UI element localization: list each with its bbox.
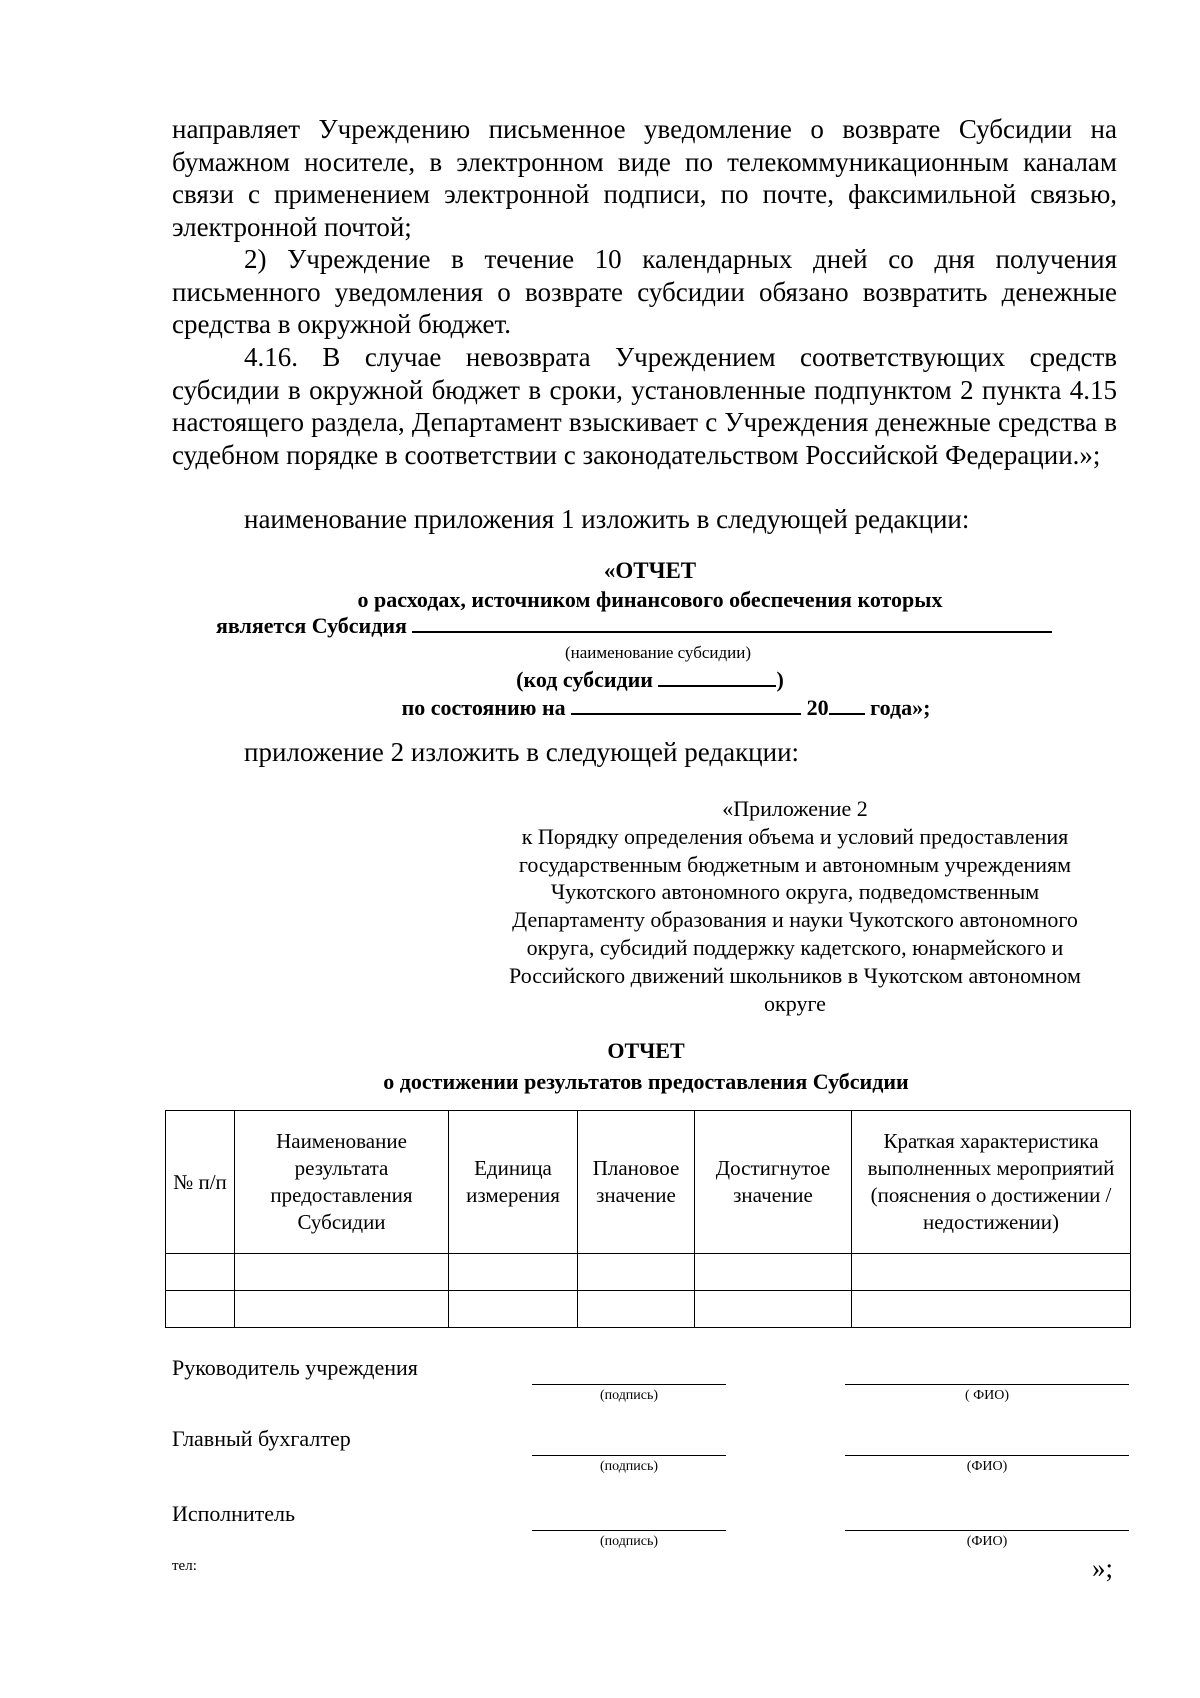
closing-quote: »; (1092, 1553, 1114, 1583)
appendix-header-line: Российского движений школьников в Чукотском автономном (509, 962, 1081, 988)
subsidy-name-blank (412, 613, 1052, 633)
appendix-2-intro: приложение 2 изложить в следующей редакции: (244, 737, 800, 767)
head-signature-line[interactable] (532, 1384, 726, 1385)
chief-accountant-label: Главный бухгалтер (172, 1426, 351, 1451)
report-one-year-prefix: 20 (806, 695, 829, 720)
appendix-header-line: округа, субсидий поддержку кадетского, юнармейского и (526, 934, 1064, 960)
table-row (166, 1254, 1131, 1291)
appendix-header-line: государственным бюджетным и автономным учреждениям (518, 851, 1072, 877)
column-header-planned: Плановое значение (578, 1111, 695, 1254)
appendix-header-line: Чукотского автономного округа, подведомственным (550, 879, 1040, 905)
table-cell[interactable] (166, 1291, 235, 1328)
head-name-line[interactable] (845, 1384, 1129, 1385)
table-cell[interactable] (449, 1254, 578, 1291)
appendix-header-line: округе (764, 990, 826, 1016)
accountant-name-caption: (ФИО) (966, 1459, 1008, 1474)
table-cell[interactable] (852, 1254, 1131, 1291)
report-one-code-row (50, 667, 1200, 693)
column-header-result-name: Наименование результата предоставления Субсидии (235, 1111, 449, 1254)
table-cell[interactable] (578, 1291, 695, 1328)
paragraph-4-16 (172, 341, 1117, 471)
report-year-blank (829, 695, 865, 715)
report-two-subtitle: о достижении результатов предоставления Субсидии (383, 1069, 909, 1094)
paragraph-return-obligation-text: 2) Учреждение в течение 10 календарных дней со дня получения письменного уведомления о возврате субсидии обязано возвратить денежные средства в окружной бюджет. (172, 244, 1117, 339)
table-header-row (166, 1111, 1131, 1254)
report-two-title: ОТЧЕТ (607, 1038, 685, 1063)
executor-signature-caption: (подпись) (599, 1534, 659, 1549)
paragraph-return-obligation (172, 243, 1117, 341)
report-one-year-suffix: года»; (870, 695, 931, 720)
report-one-code-close: ) (776, 667, 784, 692)
appendix-header-line: к Порядку определения объема и условий предоставления (521, 823, 1069, 849)
table-cell[interactable] (235, 1254, 449, 1291)
column-header-description: Краткая характеристика выполненных мероприятий (пояснения о достижении / недостижении) (852, 1111, 1131, 1254)
column-header-unit: Единица измерения (449, 1111, 578, 1254)
paragraph-notification-text: направляет Учреждению письменное уведомление о возврате Субсидии на бумажном носителе, в электронном виде по телекоммуникационным каналам связи с применением электронной подписи, по почте, факсимильной связью, электронной почтой; (172, 114, 1117, 242)
paragraph-4-16-text: 4.16. В случае невозврата Учреждением соответствующих средств субсидии в окружной бюджет в сроки, установленные подпунктом 2 пункта 4.15 настоящего раздела, Департамент взыскивает с Учреждения денежные средства в судебном порядке в соответствии с законодательством Российской Федерации.»; (172, 342, 1117, 470)
table-cell[interactable] (695, 1254, 852, 1291)
table-cell[interactable] (235, 1291, 449, 1328)
accountant-signature-caption: (подпись) (599, 1459, 659, 1474)
table-cell[interactable] (695, 1291, 852, 1328)
executor-name-line[interactable] (845, 1530, 1129, 1531)
column-header-number: № п/п (166, 1111, 235, 1254)
report-one-subsidy-row (216, 613, 1052, 639)
head-of-institution-label: Руководитель учреждения (172, 1355, 418, 1380)
appendix-header-title: «Приложение 2 (722, 796, 868, 821)
executor-name-caption: (ФИО) (966, 1534, 1008, 1549)
head-name-caption: ( ФИО) (964, 1388, 1010, 1403)
paragraph-notification (172, 113, 1117, 243)
results-table (165, 1110, 1131, 1328)
report-one-date-label: по состоянию на (401, 695, 566, 720)
appendix-header (455, 795, 1135, 1017)
report-one-title: «ОТЧЕТ (603, 558, 697, 583)
report-one-code-label: (код субсидии (516, 667, 653, 692)
accountant-name-line[interactable] (845, 1455, 1129, 1456)
report-one-subsidy-label: является Субсидия (216, 613, 407, 638)
table-cell[interactable] (852, 1291, 1131, 1328)
paragraph-appendix-1-title (172, 503, 1117, 536)
table-cell[interactable] (166, 1254, 235, 1291)
head-signature-caption: (подпись) (599, 1388, 659, 1403)
report-date-blank (571, 695, 801, 715)
telephone-label: тел: (172, 1558, 197, 1574)
report-one-subtitle: о расходах, источником финансового обеспечения которых (357, 587, 943, 612)
executor-label: Исполнитель (172, 1501, 296, 1526)
table-cell[interactable] (449, 1291, 578, 1328)
table-row (166, 1291, 1131, 1328)
subsidy-name-caption: (наименование субсидии) (564, 643, 752, 662)
table-cell[interactable] (578, 1254, 695, 1291)
paragraph-appendix-1-title-text: наименование приложения 1 изложить в следующей редакции: (244, 504, 970, 534)
column-header-achieved: Достигнутое значение (695, 1111, 852, 1254)
report-one-date-row (66, 695, 1200, 721)
accountant-signature-line[interactable] (532, 1455, 726, 1456)
subsidy-code-blank (658, 667, 776, 687)
executor-signature-line[interactable] (532, 1530, 726, 1531)
appendix-header-line: Департаменту образования и науки Чукотского автономного (512, 907, 1078, 933)
